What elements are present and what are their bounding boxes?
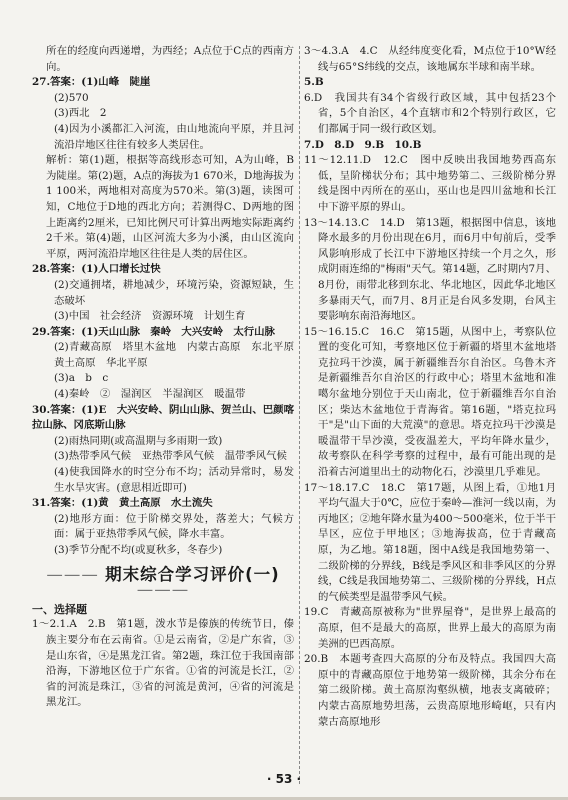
- answer-text: 3～4.3.A 4.C 从经纬度变化看，M点位于10°W经线与65°S纬线的交点，该地属东半球和南半球。: [304, 45, 556, 73]
- answer-text: (2)青藏高原 塔里木盆地 内蒙古高原 东北平原 黄土高原 华北平原: [54, 341, 305, 369]
- right-column: [304, 44, 556, 730]
- answer-text: (2)地形方面：位于阶梯交界处，落差大；气候方面：属于亚热带季风气候，降水丰富。: [54, 512, 294, 541]
- section-subtitle: 一、选择题: [32, 602, 87, 616]
- answer-heading-27: 27.答案：(1)山峰 陡崖: [32, 76, 151, 89]
- answer-text: (4)使我国降水的时空分布不均；活动异常时，易发生水旱灾害。(意思相近即可): [54, 466, 294, 494]
- section-title: ——— 期末综合学习评价(一) ———: [46, 564, 280, 600]
- column-divider: [299, 46, 300, 784]
- answer-text: 11～12.11.D 12.C 图中反映出我国地势西高东低，呈阶梯状分布；其中地势第二、三级阶梯分界线是图中丙所在的巫山，巫山也是四川盆地和长江中下游平原的界山。: [304, 154, 556, 213]
- answer-text: (4)因为小溪都汇入河流，由山地流向平原，并且河流沿岸地区往往有较多人类居住。: [54, 122, 294, 151]
- answer-text: (2)交通拥堵，耕地减少，环境污染，资源短缺，生态破坏: [54, 278, 294, 307]
- answer-text: 5.B: [304, 76, 324, 89]
- answer-text: (3)中国 社会经济 资源环境 计划生育: [54, 310, 246, 323]
- answer-text: 15～16.15.C 16.C 第15题，从图中上，考察队位置的变化可知，考察地区位于新疆的塔里木盆地塔克拉玛干沙漠，属于新疆维吾尔自治区。乌鲁木齐是新疆维吾尔自治区的行政中心；塔里木盆地和准噶尔盆地分别位于天山南北，位于新疆维吾尔自治区；柴达木盆地位于青海省。第16题，"塔克拉玛干"是"山下面的大荒漠"的意思。塔克拉玛干沙漠是暖温带干旱沙漠，受夜温差大，平均年降水量少，故考察队在科学考察的过程中，最有可能出现的是沿着古河道里出土的动物化石，沙漠里几乎难见。: [304, 325, 556, 479]
- answer-heading-29: 29.答案：(1)天山山脉 秦岭 大兴安岭 太行山脉: [32, 325, 275, 338]
- answer-text: 1～2.1.A 2.B 第1题，泼水节是傣族的传统节日，傣族主要分布在云南省。①是云南省，②是广东省，③是山东省，④是黑龙江省。第2题，珠江位于我国南部沿海，下游地区位于广东省。①省的河流是长江，②省的河流是珠江，③省的河流是黄河，④省的河流是黑龙江。: [32, 618, 294, 709]
- left-column: [32, 44, 305, 711]
- answer-heading-31: 31.答案：(1)黄 黄土高原 水土流失: [32, 497, 213, 510]
- answer-text: 所在的经度向西递增，为西经；A点位于C点的西南方向。: [46, 45, 294, 73]
- answer-text: 20.B 本题考查四大高原的分布及特点。我国四大高原中的青藏高原位于地势第一级阶梯，其余分布在第二级阶梯。黄土高原沟壑纵横，地表支离破碎；内蒙古高原地势坦荡，云贵高原地形崎岖，只有内蒙古高原地形: [304, 653, 556, 728]
- answer-text: 6.D 我国共有34个省级行政区域，其中包括23个省，5个自治区，4个直辖市和2个特别行政区，它们都属于同一级行政区划。: [304, 91, 556, 135]
- answer-text: (2)570: [54, 91, 89, 104]
- analysis-text: 解析：第(1)题，根据等高线形态可知，A为山峰，B为陡崖。第(2)题，A点的海拔为1 670米，D地海拔为1 100米，两地相对高度为570米。第(3)题，读图可知，C地位于D地的西北方向；若测得C、D两地的图上距离约2厘米，已知比例尺可计算出两地实际距离约2千米。第(4)题，山区河流大多为小溪，由山区流向平原，两河流沿岸地区往往是人类的居住区。: [46, 154, 294, 260]
- page-number: · 53 ·: [266, 772, 302, 786]
- answer-text: (3)西北 2: [54, 107, 107, 120]
- answer-text: (3)a b c: [54, 372, 109, 385]
- answer-heading-28: 28.答案：(1)人口增长过快: [32, 263, 161, 276]
- answer-text: 17～18.17.C 18.C 第17题，从图上看，①地1月平均气温大于0℃，应位于秦岭—淮河一线以南，为丙地区；②地年降水量为400～500毫米，位于半干旱区，应位于甲地区；③地海拔高，位于青藏高原，为乙地。第18题，图中A线是我国地势第一、二级阶梯的分界线，B线是季风区和非季风区的分界线，C线是我国地势第二、三级阶梯的分界线，H点的气候类型是温带季风气候。: [304, 481, 556, 603]
- answer-text: (3)热带季风气候 亚热带季风气候 温带季风气候: [54, 450, 287, 463]
- answer-text: 13～14.13.C 14.D 第13题，根据图中信息，该地降水最多的月份出现在6月，而6月中旬前后，受季风影响形成了长江中下游地区持续一个月之久，形成阴雨连绵的"梅雨"天气。第14题，乙时期内7月、8月份，雨带北移到东北、华北地区，因此华北地区多暴雨天气，而7月、8月正是台风多发期，台风主要影响东南沿海地区。: [304, 216, 556, 323]
- answer-text: (4)秦岭 ② 湿润区 半湿润区 暖温带: [54, 388, 246, 401]
- answer-text: (2)雨热同期(或高温期与多雨期一致): [54, 434, 223, 447]
- answer-text: 19.C 青藏高原被称为"世界屋脊"，是世界上最高的高原，但不是最大的高原，世界上最大的高原为南美洲的巴西高原。: [304, 606, 556, 650]
- answer-text: (3)季节分配不均(或夏秋多，冬春少): [54, 544, 223, 556]
- answer-heading-30: 30.答案：(1)E 大兴安岭、阴山山脉、贺兰山、巴颜喀拉山脉、冈底斯山脉: [32, 403, 294, 432]
- answer-text: 7.D 8.D 9.B 10.B: [304, 138, 422, 151]
